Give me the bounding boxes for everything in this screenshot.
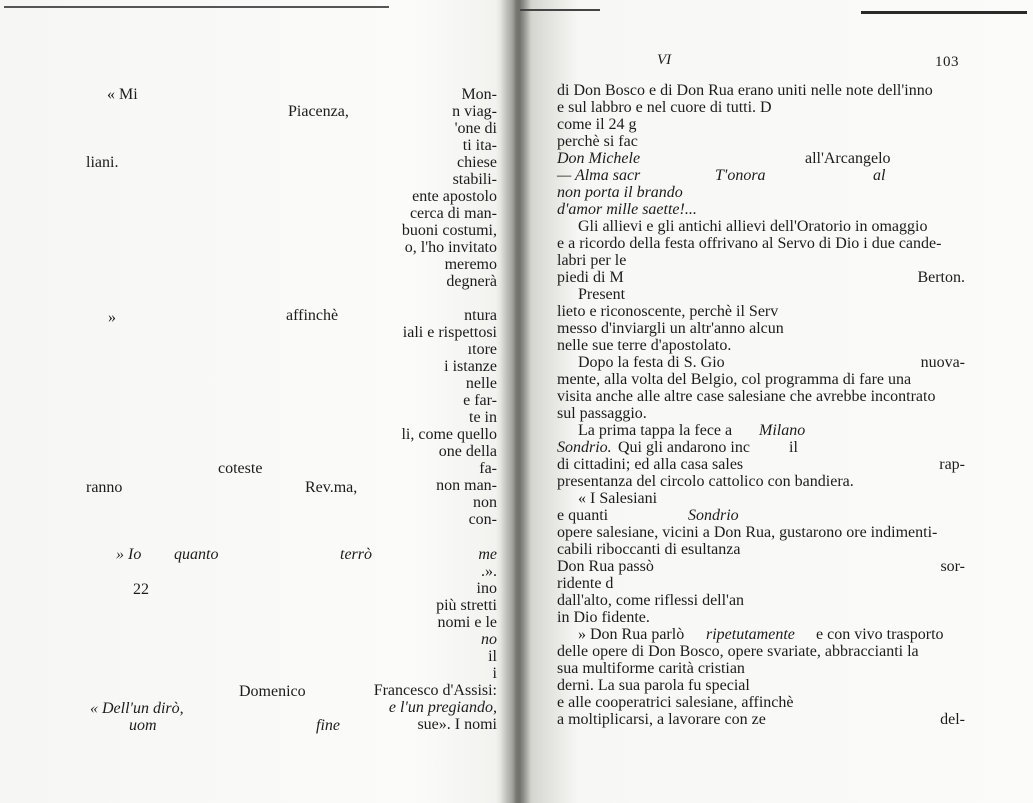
text-line: messo d'inviargli un altr'anno alcun — [557, 320, 784, 337]
text-line: nuova- — [920, 354, 965, 371]
text-line: e far- — [463, 392, 497, 409]
text-line: non porta il brando — [557, 184, 683, 201]
text-line: opere salesiane, vicini a Don Rua, gustarono ore indimenti- — [557, 524, 938, 541]
text-line: Sondrio — [688, 507, 739, 524]
text-line: dall'alto, come riflessi dell'an — [557, 592, 745, 609]
text-line: con- — [468, 511, 497, 528]
text-line: il — [488, 648, 497, 665]
text-line: Don Michele — [557, 150, 641, 167]
text-line: ti ita- — [462, 137, 497, 154]
text-line: d'amor mille saette!... — [557, 201, 697, 218]
text-line: La prima tappa la fece a — [578, 422, 733, 439]
text-line: al — [873, 167, 886, 184]
text-line: Milano — [759, 422, 806, 439]
text-line: Don Rua passò — [557, 558, 654, 575]
text-line: di Don Bosco e di Don Rua erano uniti nelle note dell'inno — [557, 82, 933, 99]
text-line: » — [108, 309, 116, 326]
text-line: non — [473, 494, 497, 511]
text-line: terrò — [340, 546, 372, 563]
text-line: e con vivo trasporto — [816, 626, 944, 643]
text-line: te in — [469, 409, 497, 426]
text-line: Rev.ma, — [305, 479, 358, 496]
text-line: Francesco d'Assisi: — [373, 682, 497, 699]
text-line: » Don Rua parlò — [578, 626, 685, 643]
text-line: quanto — [174, 546, 219, 563]
page-number: 103 — [935, 54, 959, 70]
text-line: stabili- — [452, 171, 497, 188]
left-page — [0, 0, 515, 803]
text-line: in Dio fidente. — [557, 609, 650, 626]
text-line: ridente d — [557, 575, 614, 592]
text-line: » Io — [116, 546, 142, 563]
text-line: visita anche alle altre case salesiane che avrebbe incontrato — [557, 388, 936, 405]
text-line: T'onora — [715, 167, 766, 184]
text-line: 'one di — [454, 120, 497, 137]
text-line: sua multiforme carità cristian — [557, 660, 745, 677]
text-line: — Alma sacr — [557, 167, 641, 184]
text-line: Berton. — [917, 269, 965, 286]
text-line: e l'un pregiando, — [388, 699, 497, 716]
text-line: a moltiplicarsi, a lavorare con ze — [557, 711, 766, 728]
text-line: i istanze — [444, 358, 497, 375]
text-line: lieto e riconoscente, perchè il Serv — [557, 303, 779, 320]
text-line: e sul labbro e nel cuore di tutti. D — [557, 99, 772, 116]
text-line: fine — [316, 717, 340, 734]
text-line: di cittadini; ed alla casa sales — [557, 456, 744, 473]
text-line: del- — [940, 711, 965, 728]
text-line: affinchè — [286, 307, 339, 324]
text-line: e a ricordo della festa offrivano al Servo di Dio i due cande- — [557, 235, 942, 252]
text-line: liani. — [86, 154, 119, 171]
text-line: n viag- — [452, 103, 497, 120]
text-line: Domenico — [239, 683, 306, 700]
text-line: coteste — [218, 460, 263, 477]
text-line: ranno — [86, 479, 123, 496]
text-line: one della — [438, 443, 497, 460]
text-line: nomi e le — [437, 614, 497, 631]
text-line: .». — [481, 563, 497, 580]
text-line: il — [789, 439, 798, 456]
text-line: mente, alla volta del Belgio, col programma di fare una — [557, 371, 912, 388]
text-line: no — [481, 631, 497, 648]
text-line: meremo — [444, 256, 497, 273]
text-line: 22 — [133, 581, 149, 598]
text-line: ente apostolo — [412, 188, 497, 205]
text-line: cerca di man- — [409, 205, 497, 222]
text-line: chiese — [457, 154, 497, 171]
text-line: li, come quello — [401, 426, 497, 443]
text-line: degnerà — [446, 273, 497, 290]
text-line: « I Salesiani — [578, 490, 658, 507]
text-line: sul passaggio. — [557, 405, 647, 422]
text-line: « Dell'un dirò, — [90, 700, 184, 717]
text-line: me — [478, 546, 497, 563]
text-line: iali e rispettosi — [402, 324, 497, 341]
text-line: Gli allievi e gli antichi allievi dell'Oratorio in omaggio — [578, 218, 928, 235]
text-line: ino — [476, 580, 497, 597]
text-line: ntura — [464, 307, 497, 324]
text-line: piedi di M — [557, 269, 624, 286]
text-line: più stretti — [436, 597, 497, 614]
text-line: nelle — [465, 375, 497, 392]
text-line: ripetutamente — [706, 626, 795, 643]
text-line: Piacenza, — [288, 103, 349, 120]
text-line: Present — [578, 286, 626, 303]
text-line: uom — [129, 717, 157, 734]
text-line: nelle sue terre d'apostolato. — [557, 337, 732, 354]
text-line: sor- — [940, 558, 965, 575]
text-line: « Mi — [107, 86, 138, 103]
right-page — [515, 0, 1033, 803]
text-line: Mon- — [461, 86, 497, 103]
text-line: non man- — [436, 477, 497, 494]
top-rule-right-short — [520, 9, 600, 11]
text-line: come il 24 g — [557, 116, 637, 133]
top-rule-left — [4, 6, 389, 8]
text-line: presentanza del circolo cattolico con bandiera. — [557, 473, 854, 490]
text-line: rap- — [939, 456, 965, 473]
text-line: e quanti — [557, 507, 609, 524]
text-line: delle opere di Don Bosco, opere svariate, abbraccianti la — [557, 643, 919, 660]
text-line: buoni costumi, — [401, 222, 497, 239]
text-line: perchè si fac — [557, 133, 638, 150]
text-line: derni. La sua parola fu special — [557, 677, 750, 694]
chapter-number: VI — [657, 52, 672, 68]
text-line: labri per le — [557, 252, 627, 269]
text-line: e alle cooperatrici salesiane, affinchè — [557, 694, 794, 711]
text-line: sue». I nomi — [417, 716, 497, 733]
text-line: Qui gli andarono inc — [618, 439, 750, 456]
text-line: fa- — [479, 460, 497, 477]
text-line: cabili riboccanti di esultanza — [557, 541, 741, 558]
text-line: i — [492, 665, 497, 682]
top-rule-right — [861, 11, 1027, 14]
text-line: o, l'ho invitato — [404, 239, 497, 256]
text-line: ıtore — [467, 341, 497, 358]
text-line: all'Arcangelo — [805, 150, 891, 167]
text-line: Sondrio. — [557, 439, 612, 456]
text-line: Dopo la festa di S. Gio — [578, 354, 725, 371]
